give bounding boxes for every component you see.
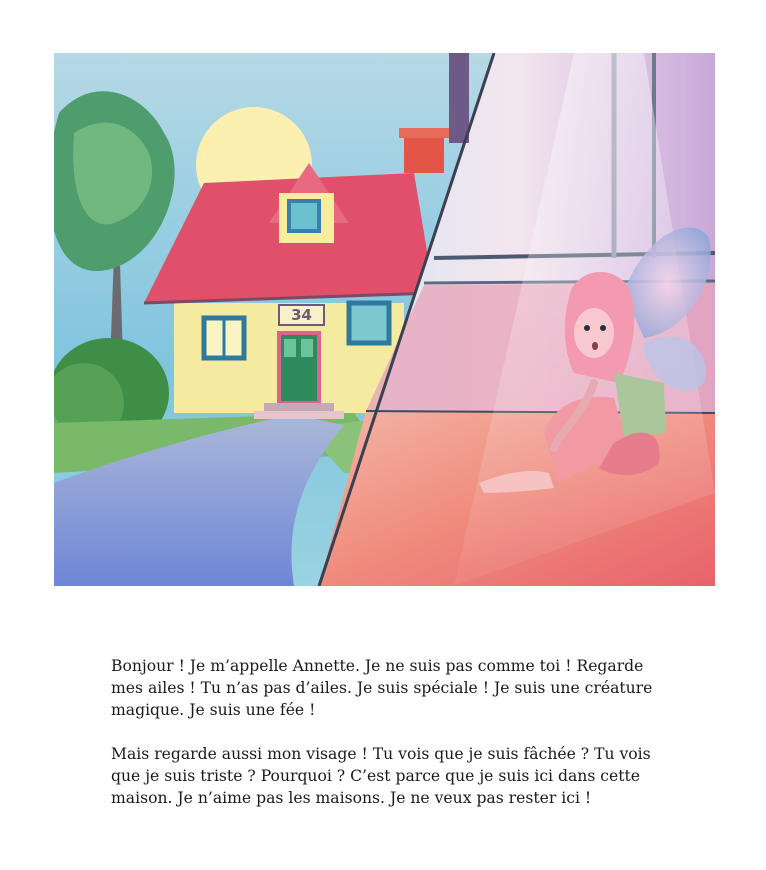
story-paragraph-2: Mais regarde aussi mon visage ! Tu vois que je suis fâchée ? Tu vois que je suis triste ? Pourquoi ? C’est parce que je suis ici dans cette maison. Je n’aime pas les maisons. Je ne veux pas rester ici ! <box>111 745 651 807</box>
house-number: 34 <box>291 306 312 324</box>
story-paragraph-1: Bonjour ! Je m’appelle Annette. Je ne suis pas comme toi ! Regarde mes ailes ! Tu n’as pas d’ailes. Je suis spéciale ! Je suis une créature magique. Je suis une fée ! <box>111 657 653 719</box>
story-text <box>111 655 671 831</box>
story-illustration <box>54 53 715 586</box>
